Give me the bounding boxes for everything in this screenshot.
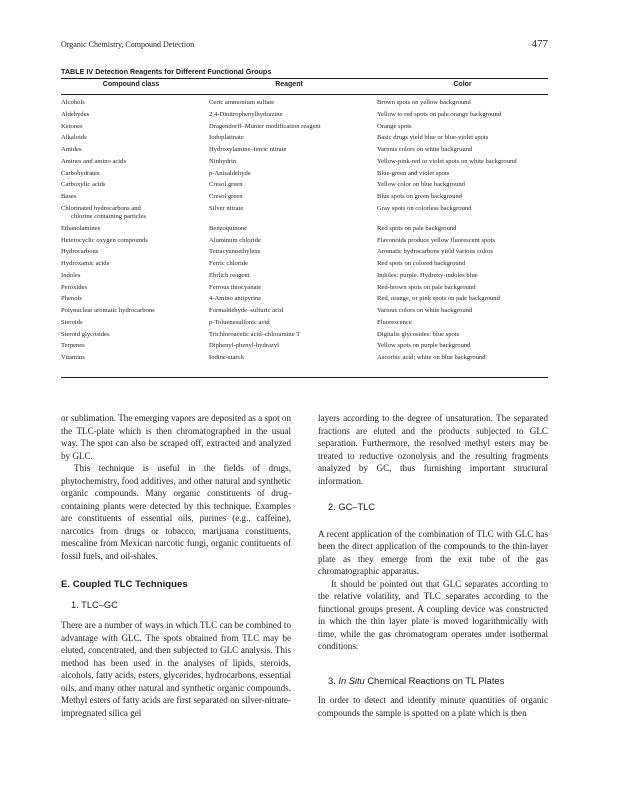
cell-compound-class bbox=[61, 205, 201, 221]
cell-compound-class bbox=[61, 146, 201, 154]
cell-compound-text: Ketones bbox=[61, 122, 83, 130]
cell-compound-text: Terpenes bbox=[61, 342, 85, 350]
table-row bbox=[61, 260, 548, 272]
table-row bbox=[61, 134, 548, 146]
cell-compound-text: Alcohols bbox=[61, 99, 85, 106]
paragraph: or sublimation. The emerging vapors are deposited as a spot on the TLC-plate which is then chromatographed in the usual way. The spot can also be scraped off, extracted and analyzed by GLC. bbox=[61, 413, 291, 461]
cell-color: Digitalis glycosides: blue spots bbox=[377, 330, 460, 338]
cell-color: Red-brown spots on pale background bbox=[377, 283, 476, 291]
cell-compound-class bbox=[61, 331, 201, 339]
cell-color: Ascorbic acid; white on blue background bbox=[377, 354, 486, 361]
table-row bbox=[61, 284, 548, 296]
cell-compound-text: Vitamins bbox=[61, 354, 85, 361]
cell-compound-class bbox=[61, 181, 201, 189]
cell-color: Blue spots on green background bbox=[377, 193, 462, 200]
cell-compound-text: Alkaloids bbox=[61, 134, 87, 142]
paragraph: layers according to the degree of unsaturation. The separated fractions are eluted and the products subjected to GLC separation. Furthermore, the resolved methyl esters may be treated to reductive ozonolysis and the resulting fragments analyzed by GC, thus furnishing important structural information. bbox=[318, 413, 548, 486]
cell-reagent: Cresol green bbox=[209, 193, 243, 200]
cell-reagent: Ehrlich reagent bbox=[209, 271, 250, 279]
table-row bbox=[61, 111, 548, 123]
table-row bbox=[61, 205, 548, 225]
column-header-compound-class: Compound class bbox=[102, 81, 160, 88]
cell-reagent: Iodoplatinate bbox=[209, 134, 244, 142]
cell-compound-class bbox=[61, 225, 201, 233]
table-row bbox=[61, 354, 548, 366]
subsection-number: 3. bbox=[328, 675, 336, 686]
cell-compound-class bbox=[61, 170, 201, 178]
cell-compound-class bbox=[61, 123, 201, 131]
cell-compound-class bbox=[61, 248, 201, 256]
cell-compound-continuation: chlorine containing particles bbox=[71, 212, 147, 220]
cell-reagent: Formaldehyde–sulfuric acid bbox=[209, 307, 284, 314]
table-row bbox=[61, 193, 548, 205]
cell-compound-text: Steroid glycosides bbox=[61, 330, 110, 338]
cell-reagent: Dragendorff–Munier modification reagent bbox=[209, 122, 321, 130]
cell-color: Red, orange, or pink spots on pale background bbox=[377, 295, 500, 303]
cell-color: Flavonoids produce yellow fluorescent spots bbox=[377, 236, 495, 244]
cell-compound-text: Phenols bbox=[61, 295, 82, 303]
table-row bbox=[61, 342, 548, 354]
table-row bbox=[61, 272, 548, 284]
cell-reagent: Benzoquinone bbox=[209, 224, 248, 232]
section-heading: E. Coupled TLC Techniques bbox=[61, 579, 188, 590]
subsection-heading bbox=[328, 675, 548, 688]
table-row bbox=[61, 158, 548, 170]
cell-compound-class bbox=[61, 319, 201, 327]
cell-compound-class bbox=[61, 307, 201, 315]
page-number: 477 bbox=[531, 38, 548, 50]
cell-color: Brown spots on yellow background bbox=[377, 99, 471, 106]
cell-reagent: Hydroxylamine–ferric nitrate bbox=[209, 146, 287, 153]
table-row bbox=[61, 170, 548, 182]
table-row bbox=[61, 146, 548, 158]
table-row bbox=[61, 248, 548, 260]
cell-reagent: 4-Amino antipyrine bbox=[209, 295, 262, 303]
paragraph: In order to detect and identify minute quantities of organic compounds the sample is spotted on a plate which is then bbox=[318, 695, 548, 718]
cell-compound-class bbox=[61, 284, 201, 292]
table-header-rule bbox=[61, 94, 548, 95]
cell-compound-text: Chlorinated hydrocarbons and bbox=[61, 204, 141, 212]
cell-compound-class bbox=[61, 342, 201, 350]
subsection-heading: 2. GC–TLC bbox=[328, 502, 376, 512]
table-body bbox=[61, 99, 548, 366]
cell-reagent: Cresol green bbox=[209, 181, 243, 189]
cell-reagent: Ferrous thiocyanate bbox=[209, 283, 262, 291]
cell-compound-text: Hydrocarbons bbox=[61, 248, 99, 256]
cell-color: Orange spots bbox=[377, 122, 412, 130]
cell-compound-class bbox=[61, 99, 201, 107]
cell-color: Yellow color on blue background bbox=[377, 181, 465, 189]
cell-compound-text: Amides bbox=[61, 146, 82, 153]
cell-compound-text: Heterocyclic oxygen compounds bbox=[61, 236, 148, 244]
cell-compound-class bbox=[61, 111, 201, 119]
cell-color: Basic drugs yield blue or blue-violet spots bbox=[377, 134, 489, 142]
left-column bbox=[61, 412, 291, 719]
table-row bbox=[61, 225, 548, 237]
table-row bbox=[61, 319, 548, 331]
cell-compound-text: Carboxylic acids bbox=[61, 181, 106, 189]
cell-color: Fluorescence bbox=[377, 318, 412, 326]
cell-reagent: Diphenyl-phenyl-hydrazyl bbox=[209, 342, 279, 350]
table-bottom-rule bbox=[61, 377, 548, 378]
cell-compound-text: Polynuclear aromatic hydrocarbons bbox=[61, 307, 155, 314]
cell-color: Gray spots on colorless background bbox=[377, 204, 472, 212]
column-header-reagent: Reagent bbox=[275, 81, 303, 88]
cell-color: Red spots on pale background bbox=[377, 224, 457, 232]
cell-reagent: Ferric chloride bbox=[209, 260, 248, 267]
table-row bbox=[61, 331, 548, 343]
cell-reagent: Ceric ammonium sulfate bbox=[209, 99, 275, 106]
cell-reagent: Iodine-starch bbox=[209, 354, 244, 361]
table-row bbox=[61, 237, 548, 249]
paragraph: It should be pointed out that GLC separates according to the relative volatility, and TLC separates according to the functional groups present. A coupling device was constructed in which the thin layer plate is moved logarithmically with time, while the gas chromatogram operates under isothermal conditions. bbox=[318, 578, 548, 651]
running-head bbox=[61, 40, 548, 54]
cell-compound-class bbox=[61, 354, 201, 362]
cell-color: Yellow-pink-red or violet spots on white background bbox=[377, 157, 517, 165]
table-top-rule bbox=[61, 78, 548, 79]
table-row bbox=[61, 181, 548, 193]
cell-color: Indoles: purple. Hydroxy-indoles blue bbox=[377, 271, 478, 279]
cell-compound-text: Indoles bbox=[61, 271, 81, 279]
right-column bbox=[318, 412, 548, 719]
cell-compound-class bbox=[61, 272, 201, 280]
table-row bbox=[61, 307, 548, 319]
cell-compound-text: Peroxides bbox=[61, 283, 88, 291]
cell-reagent: Ninhydrin bbox=[209, 157, 237, 165]
cell-color: Yellow spots on purple background bbox=[377, 342, 471, 350]
cell-reagent: Aluminum chloride bbox=[209, 236, 261, 244]
cell-compound-text: Bases bbox=[61, 193, 77, 200]
cell-reagent: p-Toluenesulfonic acid bbox=[209, 318, 270, 326]
cell-compound-text: Amines and amino acids bbox=[61, 157, 127, 165]
cell-reagent: p-Anisaldehyde bbox=[209, 169, 251, 177]
subsection-title: Chemical Reactions on TL Plates bbox=[367, 675, 505, 686]
cell-compound-class bbox=[61, 295, 201, 303]
cell-color: Red spots on colored background bbox=[377, 260, 466, 267]
cell-compound-text: Ethanolamines bbox=[61, 224, 101, 232]
cell-compound-class bbox=[61, 193, 201, 201]
cell-compound-class bbox=[61, 158, 201, 166]
cell-compound-text: Carbohydrates bbox=[61, 169, 100, 177]
cell-compound-class bbox=[61, 134, 201, 142]
cell-compound-text: Steroids bbox=[61, 318, 83, 326]
cell-color: Aromatic hydrocarbons yield various colors bbox=[377, 248, 494, 256]
cell-compound-class bbox=[61, 260, 201, 268]
paragraph: A recent application of the combination of TLC with GLC has been the direct application of the compounds to the thin-layer plate as they emerge from the exit tube of the gas chromatographic apparatus. bbox=[318, 528, 548, 576]
column-header-color: Color bbox=[453, 81, 472, 88]
cell-reagent: Tetracyanoethylene bbox=[209, 248, 261, 256]
cell-color: Yellow to red spots on pale orange background bbox=[377, 110, 502, 118]
paragraph: This technique is useful in the fields of drugs, phytochemistry, food additives, and other natural and synthetic organic compounds. Many organic constituents of drug-containing plants were detected by this technique. Examples are constituents of essential oils, purines (e.g., caffeine), narcotics from drugs or tobacco, marijuana constituents, mescaline from Mexican narcotic fungi, organic contituents of fossil fuels, and oil-shales. bbox=[61, 463, 291, 561]
cell-reagent: 2,4-Dinitrophenylhydrazine bbox=[209, 110, 283, 118]
table-caption: TABLE IV Detection Reagents for Different Functional Groups bbox=[61, 67, 272, 76]
table-header-row bbox=[61, 81, 548, 93]
cell-reagent: Trichloroacetic acid–chloramine T bbox=[209, 330, 301, 338]
cell-color: Blue-green and violet spots bbox=[377, 169, 450, 177]
cell-compound-class bbox=[61, 237, 201, 245]
paragraph: There are a number of ways in which TLC can be combined to advantage with GLC. The spots obtained from TLC may be eluted, concentrated, and then subjected to GLC analysis. This method has been used in the analyses of lipids, steroids, alcohols, fatty acids, esters, glycerides, hydrocarbons, essential oils, and many other natural and synthetic organic compounds. Methyl esters of fatty acids are first separated on silver-nitrate-impregnated silica gel bbox=[61, 620, 291, 718]
table-row bbox=[61, 99, 548, 111]
subsection-heading: 1. TLC–GC bbox=[71, 599, 118, 610]
cell-reagent: Silver nitrate bbox=[209, 204, 244, 212]
cell-compound-text: Hydroxamic acids bbox=[61, 260, 110, 267]
table-row bbox=[61, 295, 548, 307]
table-row bbox=[61, 123, 548, 135]
cell-color: Various colors on white background bbox=[377, 307, 473, 314]
cell-compound-text: Aldehydes bbox=[61, 110, 90, 118]
subsection-italic: In Situ bbox=[338, 675, 365, 686]
cell-color: Various colors on white background bbox=[377, 146, 473, 153]
running-title: Organic Chemistry, Compound Detection bbox=[61, 40, 195, 49]
